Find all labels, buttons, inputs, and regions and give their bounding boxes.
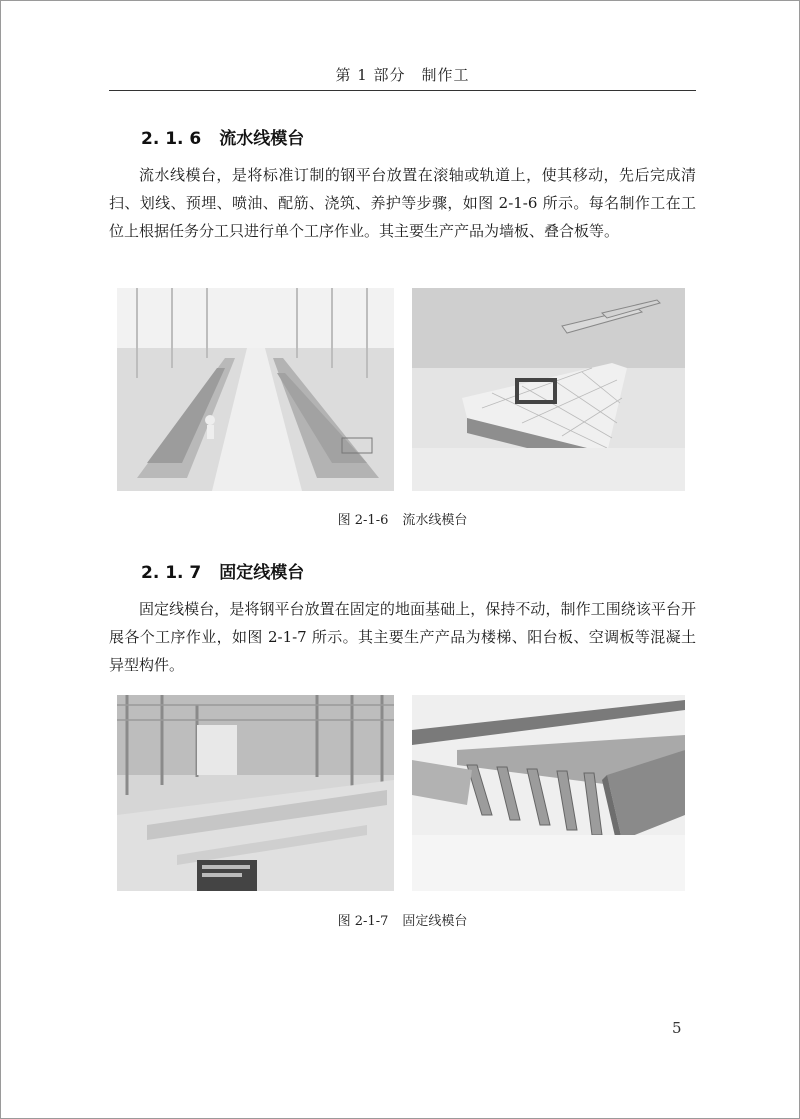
figure-caption-text: 固定线模台: [402, 914, 468, 929]
flow-line-pallet-closeup-photo: [412, 288, 685, 491]
section-number: 2. 1. 6: [141, 129, 202, 149]
figure-caption-2-1-6: [109, 509, 696, 528]
figure-number: 图 2-1-6: [337, 513, 389, 528]
fixed-line-steel-frame-photo: [412, 695, 685, 891]
figure-caption-2-1-7: [109, 910, 696, 929]
section-heading-2-1-7: [141, 558, 304, 583]
section-heading-2-1-6: [141, 124, 304, 149]
fixed-line-workshop-photo: [117, 695, 394, 891]
header-rule: [109, 90, 696, 91]
figure-caption-text: 流水线模台: [402, 513, 468, 528]
section-number: 2. 1. 7: [141, 563, 202, 583]
page-number: 5: [672, 1019, 682, 1037]
running-header: 第 1 部分 制作工: [335, 66, 470, 84]
section-title: 流水线模台: [219, 129, 305, 149]
section-paragraph-2-1-7: 固定线模台，是将钢平台放置在固定的地面基础上，保持不动，制作工围绕该平台开展各个工序作业，如图 2-1-7 所示。其主要生产产品为楼梯、阳台板、空调板等混凝土异型构件。: [109, 600, 696, 674]
figure-number: 图 2-1-7: [337, 914, 389, 929]
flow-line-workshop-photo: [117, 288, 394, 491]
section-paragraph-2-1-6: 流水线模台，是将标准订制的钢平台放置在滚轴或轨道上，使其移动，先后完成清扫、划线、预埋、喷油、配筋、浇筑、养护等步骤，如图 2-1-6 所示。每名制作工在工位上根据任务分工只进行单个工序作业。其主要生产产品为墙板、叠合板等。: [109, 166, 696, 240]
section-title: 固定线模台: [219, 563, 305, 583]
